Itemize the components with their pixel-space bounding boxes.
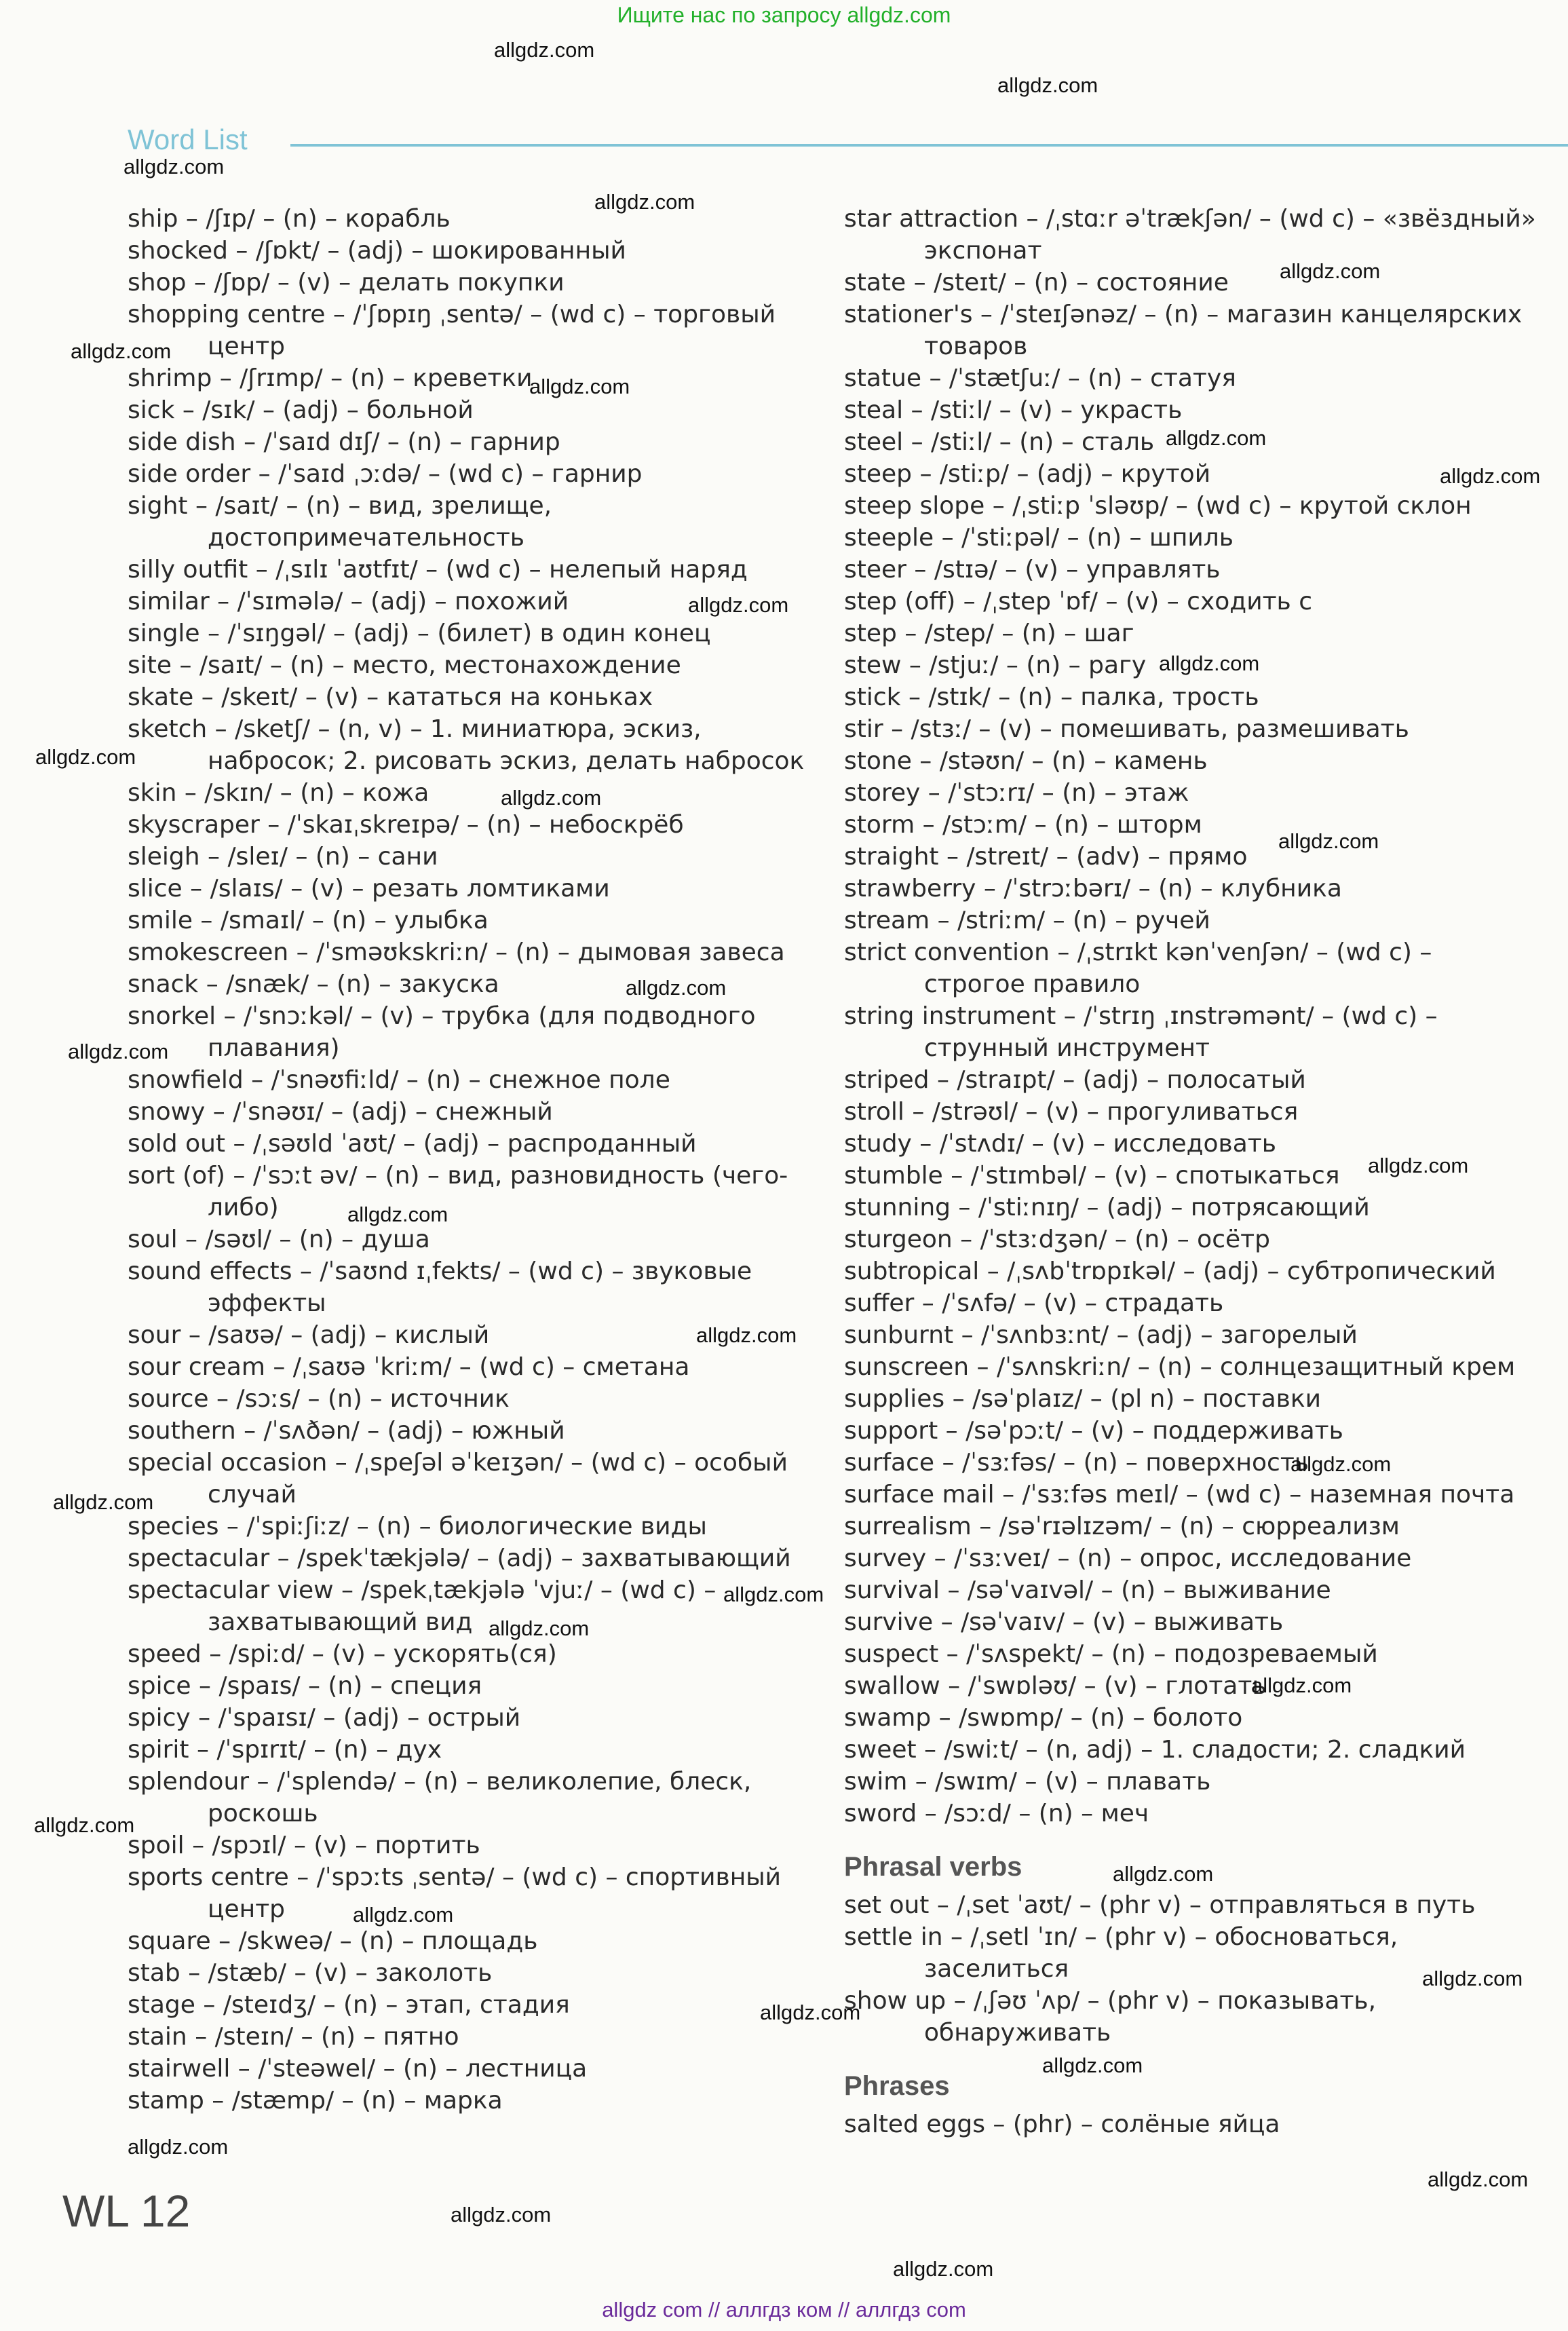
watermark: allgdz.com xyxy=(626,976,727,1000)
word-entry: state – /steɪt/ – (n) – состояние xyxy=(844,269,1229,297)
word-entry: sour – /saʊə/ – (adj) – кислый xyxy=(128,1321,490,1349)
word-entry: shocked – /ʃɒkt/ – (adj) – шокированный xyxy=(128,237,626,265)
word-entry: straight – /streɪt/ – (adv) – прямо xyxy=(844,843,1248,871)
word-entry: surface – /ˈsɜːfəs/ – (n) – поверхность xyxy=(844,1449,1309,1477)
watermark: allgdz.com xyxy=(494,38,595,62)
word-entry: sold out – /ˌsəʊld ˈaʊt/ – (adj) – распроданный xyxy=(128,1130,697,1158)
word-entry: survive – /səˈvaɪv/ – (v) – выживать xyxy=(844,1608,1284,1636)
header-rule xyxy=(290,144,1568,147)
footer-links: allgdz com // аллгдз ком // аллгдз com xyxy=(602,2298,966,2321)
watermark: allgdz.com xyxy=(760,2001,861,2024)
word-entry: sturgeon – /ˈstɜːdʒən/ – (n) – осётр xyxy=(844,1226,1270,1253)
word-entry: storm – /stɔːm/ – (n) – шторм xyxy=(844,811,1202,839)
word-entry: splendour – /ˈsplendə/ – (n) – великолепие, блеск, роскошь xyxy=(128,1768,752,1827)
watermark: allgdz.com xyxy=(893,2257,994,2281)
word-entry: salted eggs – (phr) – солёные яйца xyxy=(844,2110,1280,2138)
watermark: allgdz.com xyxy=(34,1813,135,1837)
word-entry: striped – /straɪpt/ – (adj) – полосатый xyxy=(844,1066,1306,1094)
word-entry: snack – /snæk/ – (n) – закуска xyxy=(128,970,499,998)
watermark: allgdz.com xyxy=(1428,2167,1529,2191)
watermark: allgdz.com xyxy=(1278,829,1379,853)
watermark: allgdz.com xyxy=(489,1616,590,1640)
watermark: allgdz.com xyxy=(1440,464,1541,488)
watermark: allgdz.com xyxy=(68,1040,169,1063)
word-entry: smokescreen – /ˈsməʊkskriːn/ – (n) – дымовая завеса xyxy=(128,939,785,966)
word-entry: sleigh – /sleɪ/ – (n) – сани xyxy=(128,843,438,871)
word-entry: smile – /smaɪl/ – (n) – улыбка xyxy=(128,907,489,934)
word-entry: shop – /ʃɒp/ – (v) – делать покупки xyxy=(128,269,565,297)
word-entry: sketch – /sketʃ/ – (n, v) – 1. миниатюра, эскиз, набросок; 2. рисовать эскиз, делать набросок xyxy=(128,715,805,775)
watermark: allgdz.com xyxy=(696,1323,797,1347)
watermark: allgdz.com xyxy=(347,1202,448,1226)
word-entry: sports centre – /ˈspɔːts ˌsentə/ – (wd c) – спортивный центр xyxy=(128,1863,782,1923)
word-entry: steer – /stɪə/ – (v) – управлять xyxy=(844,556,1221,584)
word-entry: silly outfit – /ˌsɪlɪ ˈaʊtfɪt/ – (wd c) – нелепый наряд xyxy=(128,556,748,584)
word-entry: sight – /saɪt/ – (n) – вид, зрелище, достопримечательность xyxy=(128,492,552,552)
word-entry: skin – /skɪn/ – (n) – кожа xyxy=(128,779,429,807)
word-entry: soul – /səʊl/ – (n) – душа xyxy=(128,1226,430,1253)
word-entry: stew – /stjuː/ – (n) – рагу xyxy=(844,651,1147,679)
word-entry: survey – /ˈsɜːveɪ/ – (n) – опрос, исследование xyxy=(844,1544,1412,1572)
word-entry: spoil – /spɔɪl/ – (v) – портить xyxy=(128,1832,480,1859)
phrases-list xyxy=(844,2108,1536,2140)
word-entry: sound effects – /ˈsaʊnd ɪˌfekts/ – (wd c) – звуковые эффекты xyxy=(128,1257,752,1317)
word-entry: sweet – /swiːt/ – (n, adj) – 1. сладости; 2. сладкий xyxy=(844,1736,1466,1764)
word-entry: surrealism – /səˈrɪəlɪzəm/ – (n) – сюрреализм xyxy=(844,1513,1400,1540)
watermark: allgdz.com xyxy=(451,2203,552,2226)
word-entry: stairwell – /ˈsteəwel/ – (n) – лестница xyxy=(128,2055,588,2083)
word-entry: star attraction – /ˌstɑːr əˈtrækʃən/ – (wd c) – «звёздный» экспонат xyxy=(844,205,1536,265)
top-banner: Ищите нас по запросу allgdz.com xyxy=(617,3,951,27)
word-entry: spectacular – /spekˈtækjələ/ – (adj) – захватывающий xyxy=(128,1544,791,1572)
word-entry: suffer – /ˈsʌfə/ – (v) – страдать xyxy=(844,1289,1224,1317)
word-entry: steal – /stiːl/ – (v) – украсть xyxy=(844,396,1183,424)
word-entry: sunscreen – /ˈsʌnskriːn/ – (n) – солнцезащитный крем xyxy=(844,1353,1516,1381)
word-entry: snowy – /ˈsnəʊɪ/ – (adj) – снежный xyxy=(128,1098,553,1126)
watermark: allgdz.com xyxy=(501,786,602,810)
word-entry: southern – /ˈsʌðən/ – (adj) – южный xyxy=(128,1417,565,1445)
watermark: allgdz.com xyxy=(1251,1673,1352,1697)
word-entry: step – /step/ – (n) – шаг xyxy=(844,620,1134,647)
watermark: allgdz.com xyxy=(353,1903,454,1927)
watermark: allgdz.com xyxy=(35,745,136,769)
watermark: allgdz.com xyxy=(997,73,1098,97)
word-entry: strawberry – /ˈstrɔːbərɪ/ – (n) – клубника xyxy=(844,875,1342,903)
word-entry: stain – /steɪn/ – (n) – пятно xyxy=(128,2023,459,2051)
word-entry: stumble – /ˈstɪmbəl/ – (v) – спотыкаться xyxy=(844,1162,1340,1190)
watermark: allgdz.com xyxy=(1280,259,1381,283)
word-entry: single – /ˈsɪŋgəl/ – (adj) – (билет) в один конец xyxy=(128,620,711,647)
word-entry: species – /ˈspiːʃiːz/ – (n) – биологические виды xyxy=(128,1513,707,1540)
word-entry: stick – /stɪk/ – (n) – палка, трость xyxy=(844,683,1259,711)
word-entry: snorkel – /ˈsnɔːkəl/ – (v) – трубка (для подводного плавания) xyxy=(128,1002,756,1062)
watermark: allgdz.com xyxy=(1368,1154,1469,1177)
word-entry: sick – /sɪk/ – (adj) – больной xyxy=(128,396,474,424)
watermark: allgdz.com xyxy=(1422,1967,1523,1990)
word-entry: speed – /spiːd/ – (v) – ускорять(ся) xyxy=(128,1640,557,1668)
word-entry: suspect – /ˈsʌspekt/ – (n) – подозреваемый xyxy=(844,1640,1378,1668)
word-entry: show up – /ˌʃəʊ ˈʌp/ – (phr v) – показывать, обнаруживать xyxy=(844,1987,1377,2047)
page-title: Word List xyxy=(128,124,248,155)
watermark: allgdz.com xyxy=(53,1490,154,1514)
word-entry: stage – /steɪdʒ/ – (n) – этап, стадия xyxy=(128,1991,570,2019)
watermark: allgdz.com xyxy=(1113,1862,1214,1886)
word-entry: statue – /ˈstætʃuː/ – (n) – статуя xyxy=(844,364,1236,392)
word-entry: source – /sɔːs/ – (n) – источник xyxy=(128,1385,510,1413)
word-entry: ship – /ʃɪp/ – (n) – корабль xyxy=(128,205,451,233)
word-entry: string instrument – /ˈstrɪŋ ˌɪnstrəmənt/ – (wd c) – струнный инструмент xyxy=(844,1002,1438,1062)
page-number: WL 12 xyxy=(62,2186,191,2236)
word-entry: stab – /stæb/ – (v) – заколоть xyxy=(128,1959,493,1987)
word-entry: stamp – /stæmp/ – (n) – марка xyxy=(128,2087,503,2115)
page-header xyxy=(128,121,1568,162)
word-entry: surface mail – /ˈsɜːfəs meɪl/ – (wd c) – наземная почта xyxy=(844,1481,1515,1509)
word-entry: stone – /stəʊn/ – (n) – камень xyxy=(844,747,1208,775)
word-entry: stream – /striːm/ – (n) – ручей xyxy=(844,907,1210,934)
word-entry: stroll – /strəʊl/ – (v) – прогуливаться xyxy=(844,1098,1299,1126)
word-entry: stationer's – /ˈsteɪʃənəz/ – (n) – магазин канцелярских товаров xyxy=(844,301,1523,360)
word-entry: square – /skweə/ – (n) – площадь xyxy=(128,1927,538,1955)
word-entry: stunning – /ˈstiːnɪŋ/ – (adj) – потрясающий xyxy=(844,1194,1370,1221)
word-entry: steep slope – /ˌstiːp ˈsləʊp/ – (wd c) – крутой склон xyxy=(844,492,1472,520)
word-entry: step (off) – /ˌstep ˈɒf/ – (v) – сходить с xyxy=(844,588,1313,615)
word-entry: sunburnt – /ˈsʌnbɜːnt/ – (adj) – загорелый xyxy=(844,1321,1358,1349)
word-entry: study – /ˈstʌdɪ/ – (v) – исследовать xyxy=(844,1130,1276,1158)
word-entry: steeple – /ˈstiːpəl/ – (n) – шпиль xyxy=(844,524,1234,552)
word-entry: survival – /səˈvaɪvəl/ – (n) – выживание xyxy=(844,1576,1331,1604)
phrasal-verbs-heading: Phrasal verbs xyxy=(844,1852,1022,1882)
word-entry: steel – /stiːl/ – (n) – сталь xyxy=(844,428,1155,456)
watermark: allgdz.com xyxy=(1166,426,1267,450)
word-entry: skyscraper – /ˈskaɪˌskreɪpə/ – (n) – небоскрёб xyxy=(128,811,684,839)
word-entry: stir – /stɜː/ – (v) – помешивать, размешивать xyxy=(844,715,1409,743)
word-entry: similar – /ˈsɪmələ/ – (adj) – похожий xyxy=(128,588,569,615)
watermark: allgdz.com xyxy=(688,593,789,617)
watermark: allgdz.com xyxy=(1290,1452,1392,1476)
word-entry: strict convention – /ˌstrɪkt kənˈvenʃən/ – (wd c) – строгое правило xyxy=(844,939,1432,998)
left-column xyxy=(128,203,820,2117)
word-entry: support – /səˈpɔːt/ – (v) – поддерживать xyxy=(844,1417,1343,1445)
word-entry: spice – /spaɪs/ – (n) – специя xyxy=(128,1672,482,1700)
word-entry: storey – /ˈstɔːrɪ/ – (n) – этаж xyxy=(844,779,1189,807)
watermark: allgdz.com xyxy=(1159,651,1260,675)
word-entry: special occasion – /ˌspeʃəl əˈkeɪʒən/ – (wd c) – особый случай xyxy=(128,1449,788,1509)
word-entry: shopping centre – /ˈʃɒpɪŋ ˌsentə/ – (wd c) – торговый центр xyxy=(128,301,776,360)
word-entry: snowfield – /ˈsnəʊfiːld/ – (n) – снежное поле xyxy=(128,1066,670,1094)
word-entry: swim – /swɪm/ – (v) – плавать xyxy=(844,1768,1211,1796)
word-entry: sort (of) – /ˈsɔːt əv/ – (n) – вид, разновидность (чего-либо) xyxy=(128,1162,788,1221)
word-entry: swallow – /ˈswɒləʊ/ – (v) – глотать xyxy=(844,1672,1267,1700)
word-entry: side dish – /ˈsaɪd dɪʃ/ – (n) – гарнир xyxy=(128,428,560,456)
watermark: allgdz.com xyxy=(529,375,630,398)
word-entry: site – /saɪt/ – (n) – место, местонахождение xyxy=(128,651,681,679)
watermark: allgdz.com xyxy=(128,2135,229,2159)
word-entry: shrimp – /ʃrɪmp/ – (n) – креветки xyxy=(128,364,533,392)
word-entry: subtropical – /ˌsʌbˈtrɒpɪkəl/ – (adj) – субтропический xyxy=(844,1257,1496,1285)
word-entry: spicy – /ˈspaɪsɪ/ – (adj) – острый xyxy=(128,1704,521,1732)
word-entry: side order – /ˈsaɪd ˌɔːdə/ – (wd c) – гарнир xyxy=(128,460,643,488)
watermark: allgdz.com xyxy=(123,155,225,178)
word-entry: spirit – /ˈspɪrɪt/ – (n) – дух xyxy=(128,1736,442,1764)
word-entry: swamp – /swɒmp/ – (n) – болото xyxy=(844,1704,1243,1732)
word-entry: skate – /skeɪt/ – (v) – кататься на коньках xyxy=(128,683,653,711)
watermark: allgdz.com xyxy=(1042,2053,1143,2077)
word-entry: sour cream – /ˌsaʊə ˈkriːm/ – (wd c) – сметана xyxy=(128,1353,690,1381)
word-entry: slice – /slaɪs/ – (v) – резать ломтиками xyxy=(128,875,610,903)
word-entry: supplies – /səˈplaɪz/ – (pl n) – поставки xyxy=(844,1385,1322,1413)
word-entry: settle in – /ˌsetl ˈɪn/ – (phr v) – обосноваться, заселиться xyxy=(844,1923,1398,1983)
word-entry: steep – /stiːp/ – (adj) – крутой xyxy=(844,460,1211,488)
word-entry: set out – /ˌset ˈaʊt/ – (phr v) – отправляться в путь xyxy=(844,1891,1476,1919)
watermark: allgdz.com xyxy=(594,190,695,214)
word-entry: sword – /sɔːd/ – (n) – меч xyxy=(844,1800,1149,1827)
phrases-heading: Phrases xyxy=(844,2071,950,2101)
watermark: allgdz.com xyxy=(71,339,172,363)
word-entry: spectacular view – /spekˌtækjələ ˈvjuː/ – (wd c) – захватывающий вид xyxy=(128,1576,716,1636)
watermark: allgdz.com xyxy=(723,1583,824,1606)
